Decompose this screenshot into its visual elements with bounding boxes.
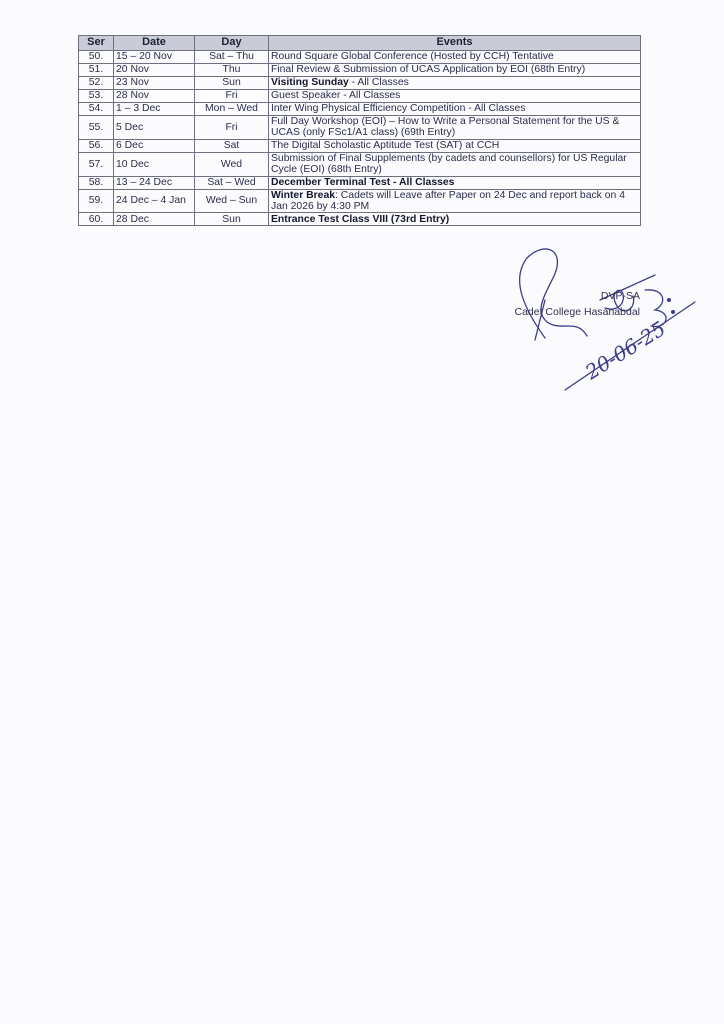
row-day: Fri bbox=[195, 90, 269, 103]
row-day: Sun bbox=[195, 213, 269, 226]
header-events: Events bbox=[269, 36, 641, 51]
table-row bbox=[79, 90, 641, 103]
row-date: 10 Dec bbox=[114, 152, 195, 176]
row-date: 20 Nov bbox=[114, 64, 195, 77]
row-event-bold: Visiting Sunday bbox=[271, 77, 349, 89]
row-ser: 55. bbox=[79, 116, 114, 140]
row-date: 28 Nov bbox=[114, 90, 195, 103]
row-day: Thu bbox=[195, 64, 269, 77]
table-row bbox=[79, 103, 641, 116]
row-ser: 52. bbox=[79, 77, 114, 90]
row-event bbox=[269, 51, 641, 64]
row-ser: 60. bbox=[79, 213, 114, 226]
row-ser: 51. bbox=[79, 64, 114, 77]
header-ser: Ser bbox=[79, 36, 114, 51]
handwritten-date: 20-06-25 bbox=[580, 316, 670, 385]
row-event bbox=[269, 64, 641, 77]
row-ser: 57. bbox=[79, 152, 114, 176]
row-day: Wed bbox=[195, 152, 269, 176]
row-event-bold: December Terminal Test - All Classes bbox=[271, 176, 455, 188]
signatory-designation: DVP-SA bbox=[600, 290, 640, 302]
table-row bbox=[79, 176, 641, 189]
row-event bbox=[269, 90, 641, 103]
row-ser: 53. bbox=[79, 90, 114, 103]
row-date: 5 Dec bbox=[114, 116, 195, 140]
row-date: 6 Dec bbox=[114, 139, 195, 152]
row-ser: 56. bbox=[79, 139, 114, 152]
row-event-text: Round Square Global Conference (Hosted by CCH) Tentative bbox=[271, 51, 554, 63]
row-event-bold: Winter Break bbox=[271, 189, 336, 201]
row-ser: 50. bbox=[79, 51, 114, 64]
table-row bbox=[79, 139, 641, 152]
row-ser: 59. bbox=[79, 189, 114, 213]
signatory-institution: Cadet College Hasanabdal bbox=[514, 306, 640, 318]
row-date: 15 – 20 Nov bbox=[114, 51, 195, 64]
row-day: Sat – Wed bbox=[195, 176, 269, 189]
header-day: Day bbox=[195, 36, 269, 51]
table-row bbox=[79, 64, 641, 77]
table-row bbox=[79, 116, 641, 140]
table-row bbox=[79, 213, 641, 226]
row-ser: 54. bbox=[79, 103, 114, 116]
row-day: Wed – Sun bbox=[195, 189, 269, 213]
row-event bbox=[269, 116, 641, 140]
row-date: 24 Dec – 4 Jan bbox=[114, 189, 195, 213]
events-schedule-table bbox=[78, 35, 641, 226]
row-event-bold: Entrance Test Class VIII (73rd Entry) bbox=[271, 213, 450, 225]
row-event bbox=[269, 139, 641, 152]
header-date: Date bbox=[114, 36, 195, 51]
row-day: Sun bbox=[195, 77, 269, 90]
row-day: Mon – Wed bbox=[195, 103, 269, 116]
row-date: 13 – 24 Dec bbox=[114, 176, 195, 189]
row-event bbox=[269, 77, 641, 90]
row-event bbox=[269, 152, 641, 176]
row-event-text: Inter Wing Physical Efficiency Competition - All Classes bbox=[271, 103, 526, 115]
row-date: 28 Dec bbox=[114, 213, 195, 226]
table-row bbox=[79, 152, 641, 176]
row-event bbox=[269, 213, 641, 226]
signature-block bbox=[480, 288, 640, 320]
table-row bbox=[79, 189, 641, 213]
handwritten-signature bbox=[505, 240, 705, 400]
row-event-text: Submission of Final Supplements (by cadets and counsellors) for US Regular Cycle (EOI) (68th Entry) bbox=[271, 152, 627, 176]
row-event-text: : Cadets will Leave after Paper on 24 Dec and report back on 4 Jan 2026 by 4:30 PM bbox=[271, 189, 625, 213]
row-event-text: Full Day Workshop (EOI) – How to Write a Personal Statement for the US & UCAS (only FSc1/A1 class) (69th Entry) bbox=[271, 116, 620, 139]
row-day: Fri bbox=[195, 116, 269, 140]
row-event bbox=[269, 189, 641, 213]
row-event-text: Final Review & Submission of UCAS Application by EOI (68th Entry) bbox=[271, 64, 586, 76]
row-event bbox=[269, 103, 641, 116]
row-event bbox=[269, 176, 641, 189]
table-row bbox=[79, 77, 641, 90]
row-day: Sat – Thu bbox=[195, 51, 269, 64]
row-event-text: - All Classes bbox=[348, 77, 409, 89]
table-header-row bbox=[79, 36, 641, 51]
table-row bbox=[79, 51, 641, 64]
row-date: 1 – 3 Dec bbox=[114, 103, 195, 116]
row-day: Sat bbox=[195, 139, 269, 152]
row-date: 23 Nov bbox=[114, 77, 195, 90]
row-event-text: The Digital Scholastic Aptitude Test (SAT) at CCH bbox=[271, 140, 500, 152]
row-event-text: Guest Speaker - All Classes bbox=[271, 90, 401, 102]
row-ser: 58. bbox=[79, 176, 114, 189]
